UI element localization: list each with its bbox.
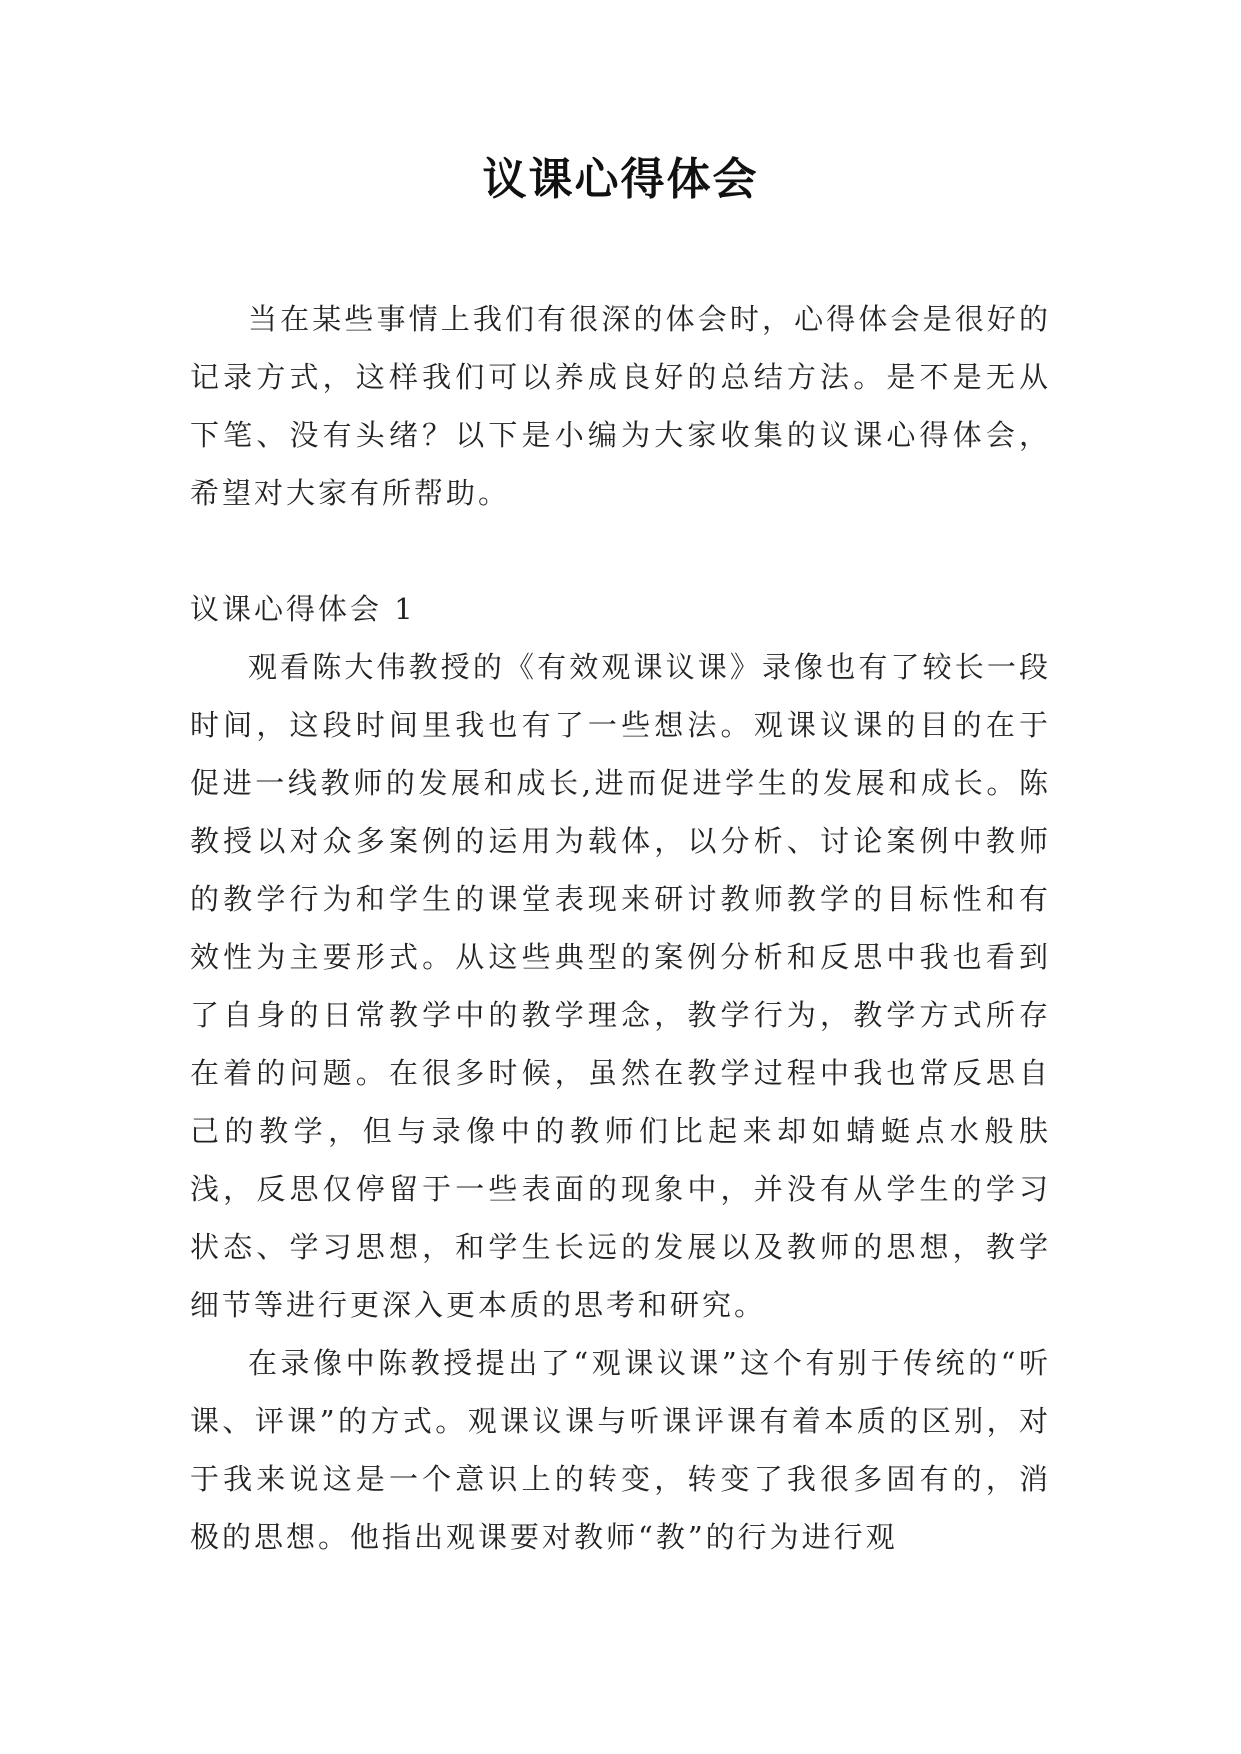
body-paragraph: 在录像中陈教授提出了“观课议课”这个有别于传统的“听课、评课”的方式。观课议课与听课评课有着本质的区别，对于我来说这是一个意识上的转变，转变了我很多固有的，消极的思想。他指出观课要对教师“教”的行为进行观 bbox=[190, 1346, 1051, 1554]
document-title: 议课心得体会 bbox=[482, 154, 759, 205]
intro-block bbox=[190, 290, 1051, 522]
section-heading: 议课心得体会 1 bbox=[190, 592, 416, 626]
intro-paragraph: 当在某些事情上我们有很深的体会时，心得体会是很好的记录方式，这样我们可以养成良好的总结方法。是不是无从下笔、没有头绪？以下是小编为大家收集的议课心得体会，希望对大家有所帮助。 bbox=[190, 302, 1051, 510]
section-1 bbox=[190, 580, 1051, 1566]
body-paragraph: 观看陈大伟教授的《有效观课议课》录像也有了较长一段时间，这段时间里我也有了一些想法。观课议课的目的在于促进一线教师的发展和成长,进而促进学生的发展和成长。陈教授以对众多案例的运用为载体，以分析、讨论案例中教师的教学行为和学生的课堂表现来研讨教师教学的目标性和有效性为主要形式。从这些典型的案例分析和反思中我也看到了自身的日常教学中的教学理念，教学行为，教学方式所存在着的问题。在很多时候，虽然在教学过程中我也常反思自己的教学，但与录像中的教师们比起来却如蜻蜓点水般肤浅，反思仅停留于一些表面的现象中，并没有从学生的学习状态、学习思想，和学生长远的发展以及教师的思想，教学细节等进行更深入更本质的思考和研究。 bbox=[190, 650, 1051, 1322]
